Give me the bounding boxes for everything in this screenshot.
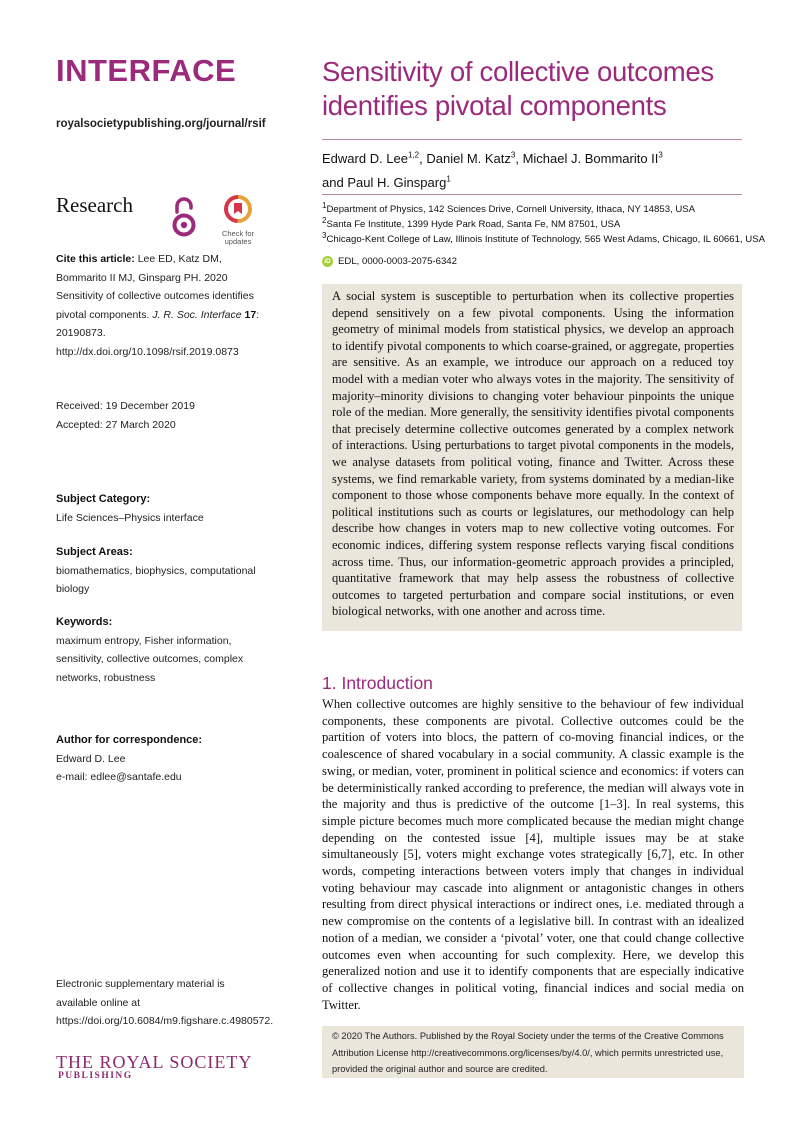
article-type-label: Research	[56, 193, 133, 217]
author-separator: ,	[419, 151, 427, 166]
subject-areas-value: biomathematics, biophysics, computational biology	[56, 564, 256, 595]
affiliation-number: 2	[322, 215, 327, 225]
accepted-date: Accepted: 27 March 2020	[56, 418, 176, 431]
divider	[322, 194, 742, 195]
cite-text: Lee ED, Katz DM, Bommarito II MJ, Ginsparg PH. 2020 Sensitivity of collective outcomes identifies pivotal components.	[56, 253, 254, 321]
orcid-text: EDL, 0000-0003-2075-6342	[338, 256, 457, 267]
introduction-paragraph: When collective outcomes are highly sensitive to the behaviour of few individual components, these components are pivotal. Collective outcomes could be the partition of voters into blocs, the pattern of co-moving financial indices, or the coalescence of shared vocabulary in a social community. A classic example is the swing, or median, voter, prominent in political science and economics: if voters can be deterministically ranked according to preference, the median will always vote in the majority and thus is predictive of the outcome [1–3]. In real systems, this simple picture becomes much more complicated because the median might change depending on the contested issue [4], multiple issues may be at stake simultaneously [5], voters might exchange votes strategically [6,7], etc. In other words, competing interactions between voters imply that changes in individual voting behaviour may cascade into alignment or antagonistic changes in others resulting from direct physical interactions or indirect ones, i.e. mediated through a new compromise on the contents of a legislative bill. In contrast with an idealized notion of a median, we consider a ‘pivotal’ voter, one that could change collective outcomes even when accounting for such complexity. Here, we develop this generalized notion and use it to identify components that are especially indicative of collective changes in political voting, financial indices and social media on Twitter.	[322, 697, 744, 1012]
author-separator: ,	[515, 151, 523, 166]
author-affiliation: 1	[446, 174, 451, 184]
author-affiliation: 3	[658, 150, 663, 160]
cite-pages: : 20190873.	[56, 308, 260, 339]
section-heading: 1. Introduction	[322, 673, 433, 693]
author-name[interactable]: Michael J. Bommarito II	[522, 151, 659, 166]
affiliation	[322, 215, 621, 230]
author-name[interactable]: Daniel M. Katz	[426, 151, 511, 166]
received-date: Received: 19 December 2019	[56, 400, 195, 412]
keywords-block	[56, 613, 266, 687]
cite-volume: 17	[244, 308, 257, 321]
author-affiliation: 3	[510, 150, 516, 160]
subject-category-value: Life Sciences–Physics interface	[56, 511, 204, 524]
author-separator: and	[322, 175, 348, 190]
cite-label: Cite this article:	[56, 253, 135, 265]
subject-areas-block	[56, 543, 266, 599]
citation-block	[56, 250, 266, 361]
journal-url[interactable]: royalsocietypublishing.org/journal/rsif	[56, 118, 266, 130]
affiliation	[322, 200, 696, 215]
affiliation-text: Chicago-Kent College of Law, Illinois Institute of Technology, 565 West Adams, Chicago, IL 60661, USA	[326, 234, 765, 245]
orcid-icon: iD	[322, 256, 333, 267]
author-name[interactable]: Paul H. Ginsparg	[347, 175, 447, 190]
title-line-1: Sensitivity of collective outcomes	[322, 56, 714, 87]
article-title	[322, 55, 752, 123]
abstract-panel	[322, 284, 742, 631]
affiliation-text: Department of Physics, 142 Sciences Drive, Cornell University, Ithaca, NY 14853, USA	[326, 204, 696, 215]
affiliation-number: 1	[322, 200, 327, 210]
author-name[interactable]: Edward D. Lee	[322, 151, 408, 166]
author-list	[322, 147, 742, 195]
correspondence-heading: Author for correspondence:	[56, 734, 203, 746]
supplementary-material-note: Electronic supplementary material is available online at https://doi.org/10.6084/m9.figshare.c.4980572.	[56, 978, 274, 1027]
correspondence-name: Edward D. Lee	[56, 752, 126, 765]
subject-category-heading: Subject Category:	[56, 493, 151, 505]
cite-doi-link[interactable]: http://dx.doi.org/10.1098/rsif.2019.0873	[56, 345, 239, 358]
check-for-updates-badge[interactable]	[214, 195, 262, 246]
check-updates-icon	[224, 195, 252, 223]
orcid-link[interactable]	[322, 256, 457, 267]
open-access-icon	[171, 196, 197, 238]
correspondence-block	[56, 731, 266, 787]
keywords-heading: Keywords:	[56, 616, 113, 628]
affiliation-number: 3	[322, 230, 327, 240]
affiliation	[322, 230, 765, 245]
divider	[322, 139, 742, 140]
license-panel: © 2020 The Authors. Published by the Royal Society under the terms of the Creative Commons Attribution License http://creativecommons.org/licenses/by/4.0/, which permits unrestricted use, provided the original author and source are credited.	[322, 1026, 744, 1078]
title-line-2: identifies pivotal components	[322, 90, 667, 121]
publisher-logo-sub: PUBLISHING	[58, 1071, 133, 1081]
publisher-logo: THE ROYAL SOCIETY	[56, 1052, 253, 1072]
journal-logo: INTERFACE	[56, 53, 237, 88]
keywords-value: maximum entropy, Fisher information, sensitivity, collective outcomes, complex networks, robustness	[56, 634, 244, 684]
cite-journal: J. R. Soc. Interface	[152, 308, 242, 321]
author-affiliation: 1,2	[408, 150, 420, 160]
correspondence-email[interactable]: e-mail: edlee@santafe.edu	[56, 771, 182, 783]
subject-areas-heading: Subject Areas:	[56, 546, 133, 558]
dates-block	[56, 397, 266, 434]
abstract-text: A social system is susceptible to perturbation when its collective properties depend sensitively on a few pivotal components. Using the information geometry of minimal models from statistical physics, we develop an approach to identify pivotal components to which coarse-grained, or aggregate, properties are sensitive. As an example, we introduce our approach on a reduced toy model with a median voter who always votes in the majority. The sensitivity of majority–minority divisions to changing voter behaviour pinpoints the unique role of the median. More generally, the sensitivity identifies pivotal components that precisely determine collective outcomes generated by a complex network of interactions. Using perturbations to target pivotal components in the models, we analyse datasets from political voting, finance and Twitter. Across these systems, we find remarkable variety, from systems dominated by a median-like component to those whose components behave more equally. In the context of political institutions such as courts or legislatures, our methodology can help describe how changes in voters map to new collective voting outcomes. For economic indices, differing system response reflects varying fiscal conditions across time. Thus, our information-geometric approach provides a principled, quantitative framework that may help assess the robustness of collective outcomes to targeted perturbation and compare social institutions, or even biological networks, with one another and across time.	[332, 289, 734, 619]
affiliation-text: Santa Fe Institute, 1399 Hyde Park Road, Santa Fe, NM 87501, USA	[326, 219, 621, 230]
subject-category-block	[56, 490, 266, 527]
check-updates-label: Check for updates	[221, 229, 255, 246]
